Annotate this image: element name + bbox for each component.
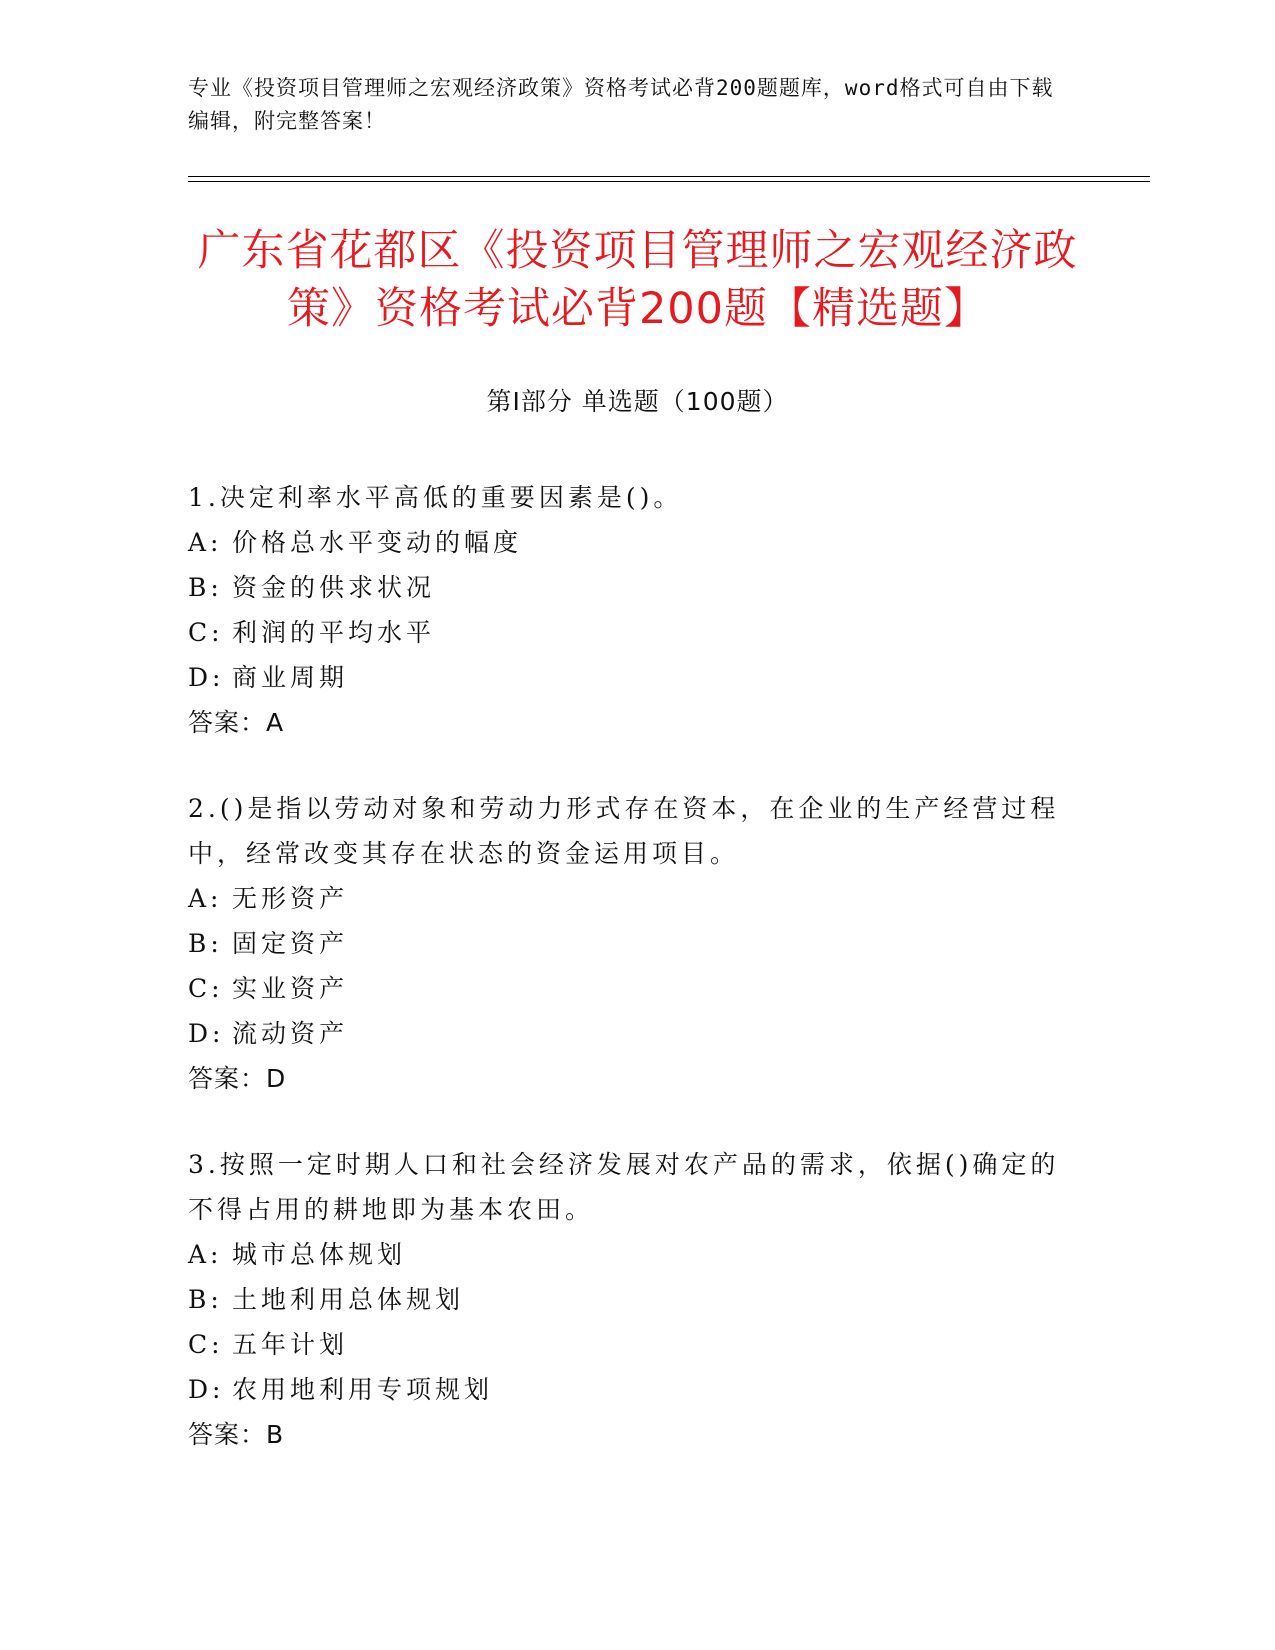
- question-list: [188, 475, 1068, 1498]
- answer-value: D: [266, 1064, 287, 1093]
- question-stem: 3.按照一定时期人口和社会经济发展对农产品的需求，依据()确定的不得占用的耕地即为基本农田。: [188, 1150, 1060, 1224]
- option-text: 实业资产: [232, 974, 349, 1003]
- option-text: 流动资产: [232, 1019, 349, 1048]
- option-b: [188, 1277, 1068, 1322]
- option-d: [188, 1011, 1068, 1056]
- answer-value: A: [266, 708, 285, 737]
- option-letter: C:: [188, 974, 224, 1003]
- option-letter: D:: [188, 1375, 225, 1404]
- option-a: [188, 520, 1068, 565]
- option-c: [188, 610, 1068, 655]
- option-a: [188, 876, 1068, 921]
- option-text: 商业周期: [232, 663, 349, 692]
- answer-value: B: [266, 1420, 285, 1449]
- answer-line: [188, 1056, 1068, 1102]
- option-text: 五年计划: [232, 1330, 349, 1359]
- question-stem: 2.()是指以劳动对象和劳动力形式存在资本，在企业的生产经营过程中，经常改变其存在状态的资金运用项目。: [188, 794, 1060, 868]
- section-title: 第Ⅰ部分 单选题（100题）: [486, 387, 789, 416]
- answer-label: 答案：: [188, 1064, 267, 1093]
- question-stem: 1.决定利率水平高低的重要因素是()。: [188, 483, 683, 512]
- question-2: [188, 786, 1068, 1102]
- option-letter: A:: [188, 1240, 223, 1269]
- option-text: 农用地利用专项规划: [232, 1375, 494, 1404]
- option-letter: C:: [188, 1330, 224, 1359]
- option-letter: A:: [188, 884, 223, 913]
- option-c: [188, 1322, 1068, 1367]
- option-b: [188, 565, 1068, 610]
- option-d: [188, 1367, 1068, 1412]
- option-b: [188, 921, 1068, 966]
- option-text: 城市总体规划: [232, 1240, 407, 1269]
- question-3: [188, 1142, 1068, 1458]
- answer-label: 答案：: [188, 708, 267, 737]
- option-a: [188, 1232, 1068, 1277]
- option-text: 资金的供求状况: [232, 573, 436, 602]
- answer-line: [188, 700, 1068, 746]
- option-text: 无形资产: [232, 884, 349, 913]
- option-letter: B:: [188, 573, 223, 602]
- option-text: 价格总水平变动的幅度: [232, 528, 523, 557]
- option-text: 利润的平均水平: [232, 618, 436, 647]
- question-1: [188, 475, 1068, 746]
- option-letter: D:: [188, 663, 225, 692]
- answer-line: [188, 1412, 1068, 1458]
- option-letter: D:: [188, 1019, 225, 1048]
- option-text: 土地利用总体规划: [232, 1285, 465, 1314]
- option-letter: C:: [188, 618, 224, 647]
- header-note: 专业《投资项目管理师之宏观经济政策》资格考试必背200题题库，word格式可自由下载编辑，附完整答案！: [188, 76, 1054, 133]
- option-text: 固定资产: [232, 929, 349, 958]
- document-title: 广东省花都区《投资项目管理师之宏观经济政策》资格考试必背200题【精选题】: [197, 226, 1078, 334]
- answer-label: 答案：: [188, 1420, 267, 1449]
- header-rule-top: [188, 176, 1150, 177]
- option-letter: B:: [188, 929, 223, 958]
- option-d: [188, 655, 1068, 700]
- header-rule-bottom: [188, 181, 1150, 182]
- option-letter: A:: [188, 528, 223, 557]
- option-c: [188, 966, 1068, 1011]
- option-letter: B:: [188, 1285, 223, 1314]
